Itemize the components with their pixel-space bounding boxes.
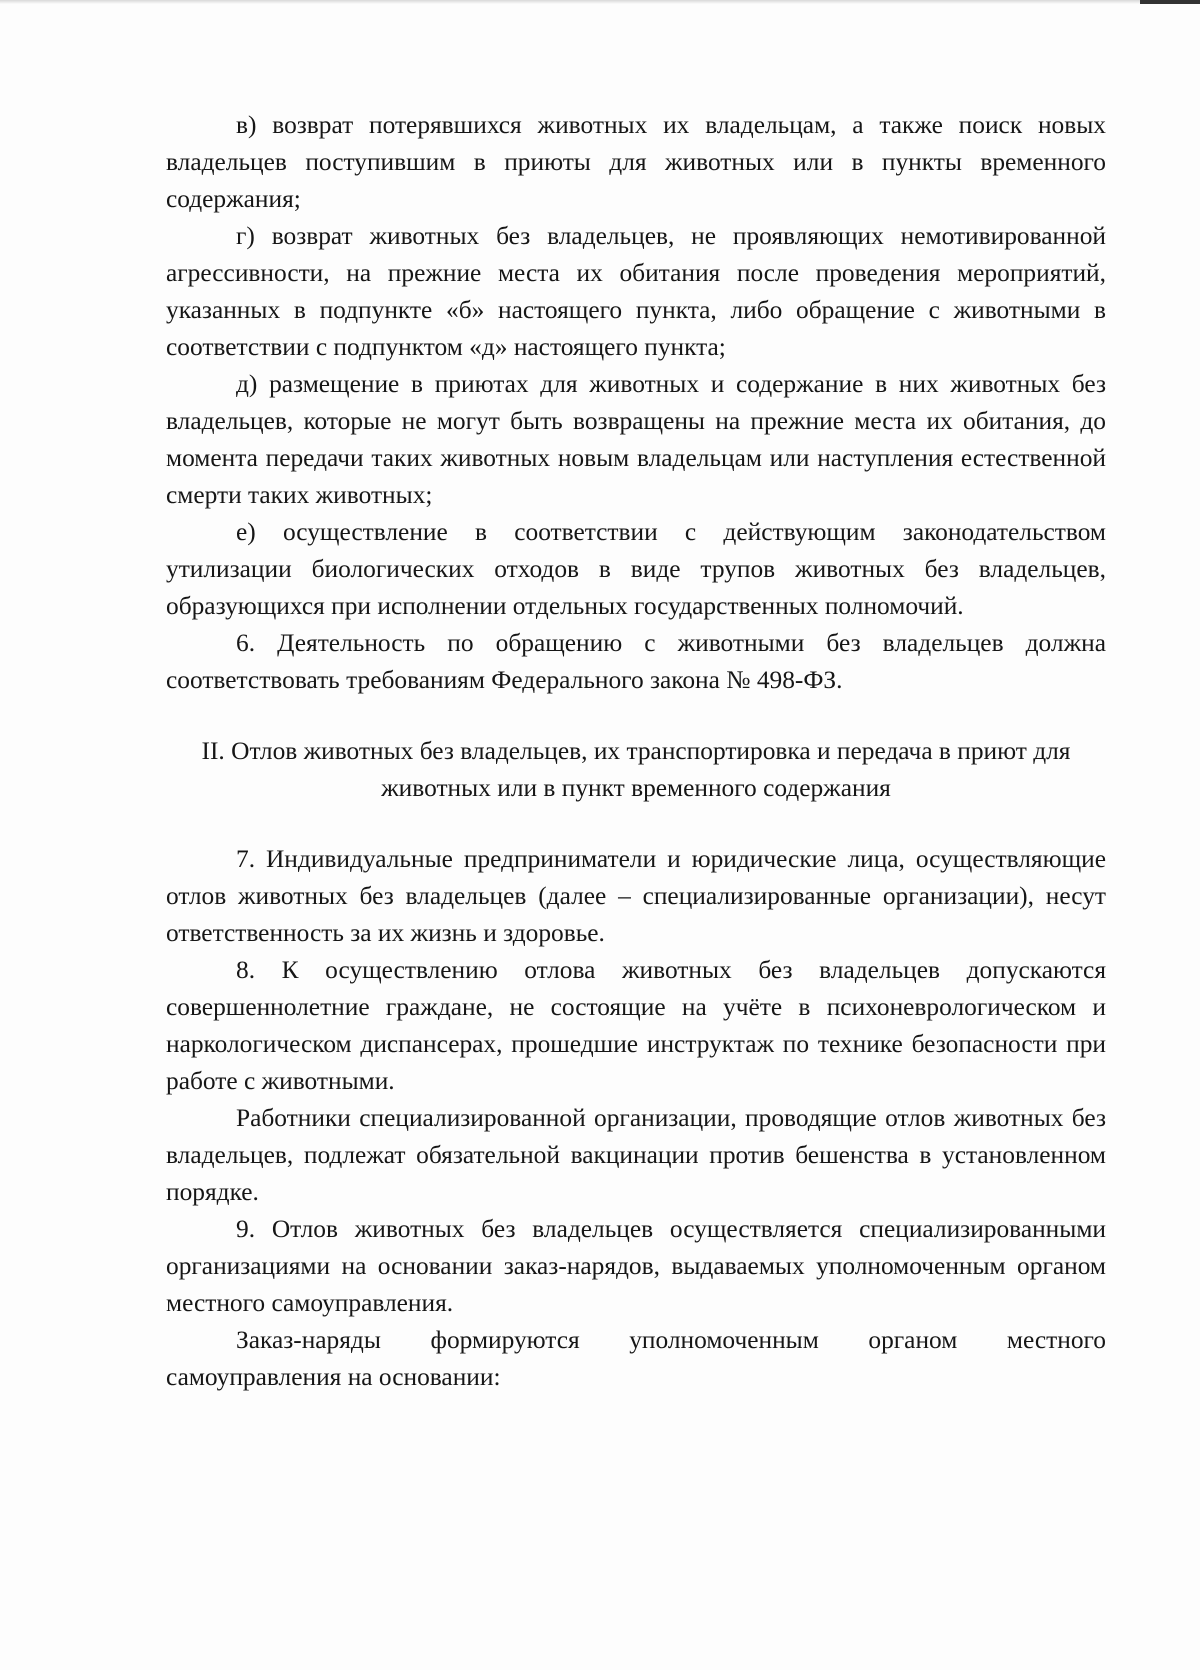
paragraph-item-d: д) размещение в приютах для животных и содержание в них животных без владельцев, которые не могут быть возвращены на прежние места их обитания, до момента передачи таких животных новым владельцам или наступления естественной смерти таких животных;	[166, 370, 1106, 509]
paragraph-7: 7. Индивидуальные предприниматели и юридические лица, осуществляющие отлов животных без владельцев (далее – специализированные организации), несут ответственность за их жизнь и здоровье.	[166, 845, 1106, 947]
document-body	[166, 107, 1106, 1396]
paragraph-6: 6. Деятельность по обращению с животными без владельцев должна соответствовать требованиям Федерального закона № 498-ФЗ.	[166, 629, 1106, 694]
paragraph-item-g: г) возврат животных без владельцев, не проявляющих немотивированной агрессивности, на прежние места их обитания после проведения мероприятий, указанных в подпункте «б» настоящего пункта, либо обращение с животными в соответствии с подпунктом «д» настоящего пункта;	[166, 222, 1106, 361]
paragraph-9-orders: Заказ-наряды формируются уполномоченным органом местного самоуправления на основании:	[166, 1326, 1106, 1391]
paragraph-9: 9. Отлов животных без владельцев осуществляется специализированными организациями на основании заказ-нарядов, выдаваемых уполномоченным органом местного самоуправления.	[166, 1215, 1106, 1317]
scan-top-edge	[0, 0, 1200, 4]
paragraph-item-v: в) возврат потерявшихся животных их владельцам, а также поиск новых владельцев поступившим в приюты для животных или в пункты временного содержания;	[166, 111, 1106, 213]
scan-corner-mark	[1140, 0, 1200, 4]
paragraph-item-e: е) осуществление в соответствии с действующим законодательством утилизации биологических отходов в виде трупов животных без владельцев, образующихся при исполнении отдельных государственных полномочий.	[166, 518, 1106, 620]
paragraph-8-workers: Работники специализированной организации, проводящие отлов животных без владельцев, подлежат обязательной вакцинации против бешенства в установленном порядке.	[166, 1104, 1106, 1206]
paragraph-8: 8. К осуществлению отлова животных без владельцев допускаются совершеннолетние граждане, не состоящие на учёте в психоневрологическом и наркологическом диспансерах, прошедшие инструктаж по технике безопасности при работе с животными.	[166, 956, 1106, 1095]
section-heading: II. Отлов животных без владельцев, их транспортировка и передача в приют для животных или в пункт временного содержания	[201, 737, 1071, 802]
